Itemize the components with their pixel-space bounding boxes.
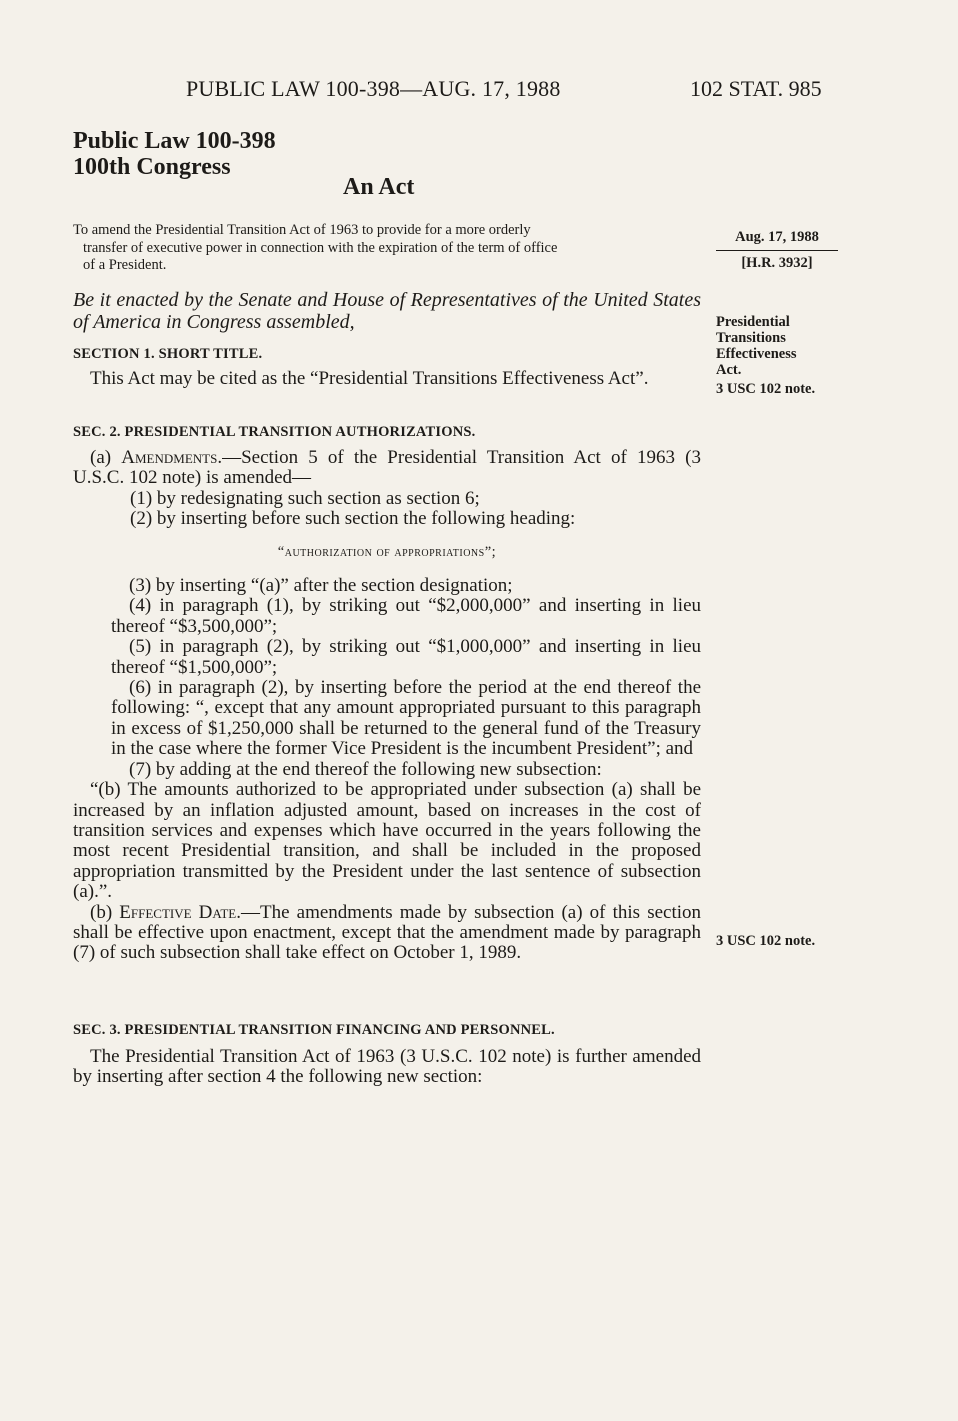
section-3-heading: SEC. 3. PRESIDENTIAL TRANSITION FINANCING AND PERSONNEL. bbox=[73, 1022, 555, 1038]
enacting-clause: Be it enacted by the Senate and House of Representatives of the United States of America in Congress assembled, bbox=[73, 289, 701, 333]
margin-note-line: Transitions bbox=[716, 330, 786, 346]
page-stat: 102 STAT. 985 bbox=[690, 76, 822, 101]
section-2-heading: SEC. 2. PRESIDENTIAL TRANSITION AUTHORIZATIONS. bbox=[73, 424, 476, 440]
running-head: PUBLIC LAW 100-398—AUG. 17, 1988 bbox=[186, 76, 561, 101]
subsection-a-caption: Amendments. bbox=[121, 447, 223, 468]
subsection-a-label: (a) bbox=[90, 447, 122, 468]
section-3-body bbox=[73, 1047, 701, 1088]
heading-quote: “authorization of appropriations”; bbox=[277, 543, 497, 560]
margin-usc-note-2: 3 USC 102 note. bbox=[716, 933, 816, 949]
public-law-number: Public Law 100-398 bbox=[73, 128, 276, 154]
margin-note-line: Effectiveness bbox=[716, 346, 797, 362]
amendment-item: (1) by redesignating such section as section 6; bbox=[130, 487, 480, 509]
section-3-paragraph: The Presidential Transition Act of 1963 (3 U.S.C. 102 note) is further amended by inserting after section 4 the following new section: bbox=[73, 1046, 701, 1088]
subsection-b-label: (b) bbox=[90, 901, 120, 923]
margin-usc-note-1: 3 USC 102 note. bbox=[716, 381, 816, 397]
margin-date-note bbox=[716, 229, 838, 272]
amendment-item: (3) by inserting “(a)” after the section designation; bbox=[129, 575, 513, 597]
amendment-item: (4) in paragraph (1), by striking out “$2,000,000” and inserting in lieu thereof “$3,500,000”; bbox=[111, 595, 701, 637]
long-title bbox=[73, 222, 701, 275]
law-title-block bbox=[73, 128, 276, 180]
subsection-a-text: —Section 5 of the Presidential Transition Act of 1963 (3 U.S.C. 102 note) is amended— bbox=[73, 447, 701, 489]
amendment-item: (7) by adding at the end thereof the following new subsection: bbox=[129, 758, 602, 780]
margin-bill-number: [H.R. 3932] bbox=[741, 255, 813, 271]
amendment-item: (5) in paragraph (2), by striking out “$1,000,000” and inserting in lieu thereof “$1,500,000”; bbox=[111, 636, 701, 678]
margin-date: Aug. 17, 1988 bbox=[716, 229, 838, 251]
section-1-text bbox=[73, 369, 701, 389]
long-title-line: of a President. bbox=[83, 257, 167, 273]
section-1-heading: SECTION 1. SHORT TITLE. bbox=[73, 346, 263, 362]
subsection-b-quote: “(b) The amounts authorized to be appropriated under subsection (a) shall be increased by an inflation adjusted amount, based on increases in the cost of transition services and expenses which have occurred in the years following the most recent Presidential transition, and shall be included in the proposed appropriation transmitted by the President under the last sentence of subsection (a).”. bbox=[73, 779, 701, 903]
margin-note-line: Act. bbox=[716, 362, 742, 378]
long-title-line: transfer of executive power in connection with the expiration of the term of office bbox=[83, 239, 558, 256]
subsection-b-paragraph bbox=[73, 903, 701, 964]
congress-number: 100th Congress bbox=[73, 154, 231, 180]
subsection-b-text: —The amendments made by subsection (a) of this section shall be effective upon enactment, except that the amendment made by paragraph (7) of such subsection shall take effect on October 1, 1989. bbox=[73, 901, 702, 964]
subsection-a-paragraph bbox=[73, 448, 701, 489]
amendment-item: (6) in paragraph (2), by inserting before the period at the end thereof the following: “, except that any amount appropriated pursuant to this paragraph in excess of $1,250,000 shall be returned to the general fund of the Treasury in the case where the former Vice President is the incumbent President”; and bbox=[111, 677, 701, 760]
margin-short-title-note bbox=[716, 314, 797, 378]
margin-note-line: Presidential bbox=[716, 314, 790, 330]
amendment-item: (2) by inserting before such section the following heading: bbox=[130, 508, 576, 530]
section-2-body bbox=[73, 448, 701, 964]
long-title-line: To amend the Presidential Transition Act of 1963 to provide for a more orderly bbox=[73, 222, 531, 238]
short-title-paragraph: This Act may be cited as the “Presidential Transitions Effectiveness Act”. bbox=[90, 368, 649, 389]
act-heading: An Act bbox=[343, 174, 415, 200]
subsection-b-caption: Effective Date. bbox=[119, 901, 241, 923]
